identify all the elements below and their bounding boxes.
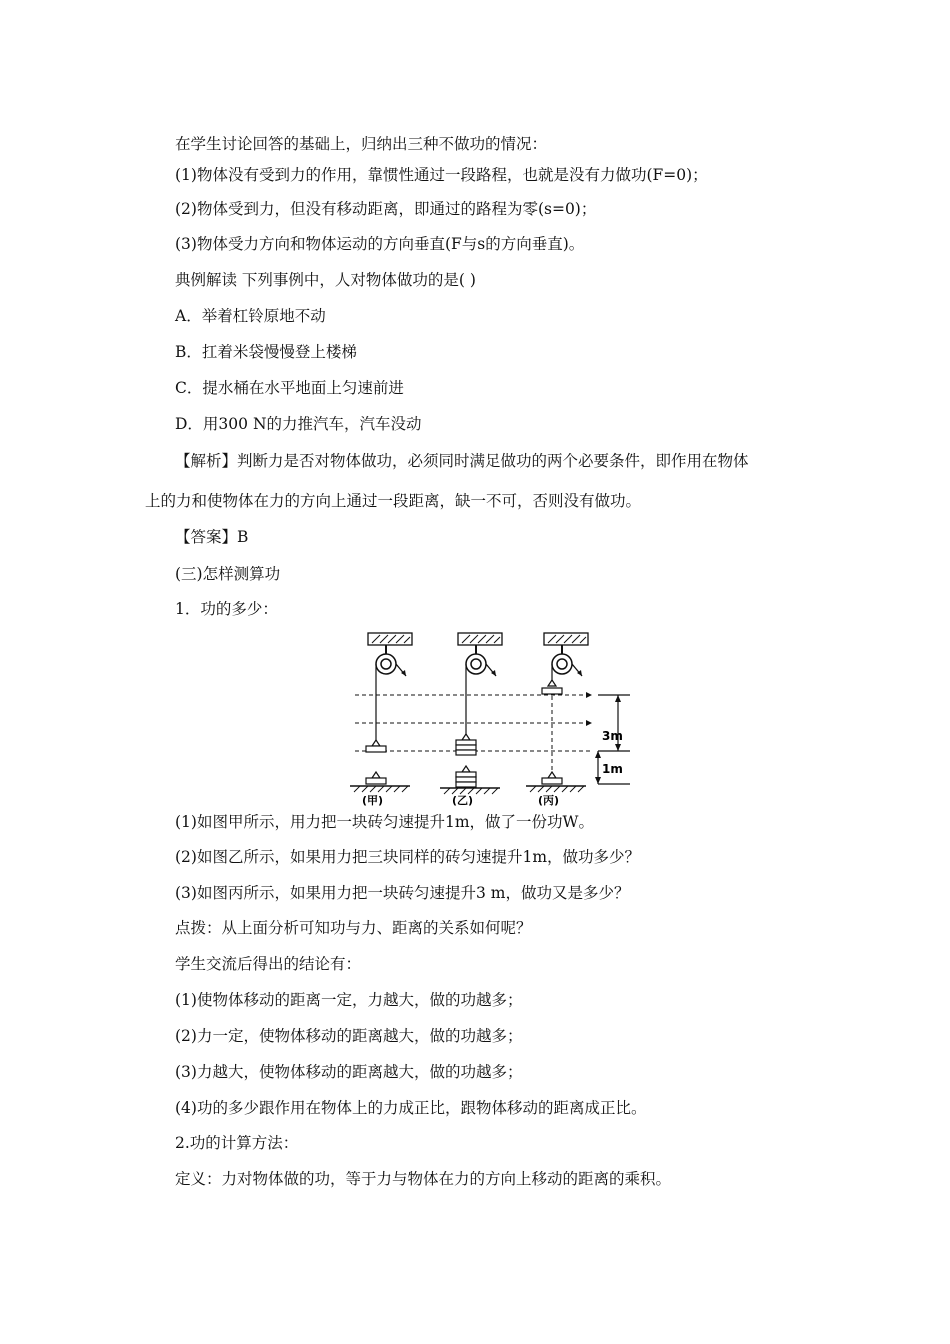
intro-text: 在学生讨论回答的基础上，归纳出三种不做功的情况：	[175, 135, 548, 153]
option-b: B．扛着米袋慢慢登上楼梯	[175, 343, 357, 361]
example-question: 典例解读 下列事例中，人对物体做功的是( )	[175, 271, 476, 289]
label-3m: 3m	[602, 729, 623, 743]
conclusion-2: (2)力一定，使物体移动的距离越大，做的功越多；	[175, 1027, 523, 1045]
conclusion-4: (4)功的多少跟作用在物体上的力成正比，跟物体移动的距离成正比。	[175, 1099, 647, 1117]
section-heading: (三)怎样测算功	[175, 565, 281, 583]
label-yi: (乙)	[452, 794, 474, 807]
conclusion-1: (1)使物体移动的距离一定，力越大，做的功越多；	[175, 991, 523, 1009]
analysis-line-1: 【解析】判断力是否对物体做功，必须同时满足做功的两个必要条件，即作用在物体	[175, 452, 749, 470]
question-2: (2)如图乙所示，如果用力把三块同样的砖匀速提升1m，做功多少？	[175, 848, 641, 866]
analysis-line-2: 上的力和使物体在力的方向上通过一段距离，缺一不可，否则没有做功。	[145, 492, 642, 510]
definition: 定义：力对物体做的功，等于力与物体在力的方向上移动的距离的乘积。	[175, 1170, 672, 1188]
case-3: (3)物体受力方向和物体运动的方向垂直(F与s的方向垂直)。	[175, 235, 585, 253]
label-jia: (甲)	[362, 794, 384, 807]
question-1: (1)如图甲所示，用力把一块砖匀速提升1m，做了一份功W。	[175, 813, 594, 831]
conclusion-3: (3)力越大，使物体移动的距离越大，做的功越多；	[175, 1063, 523, 1081]
bricks	[366, 680, 562, 787]
pulley-wheels	[376, 654, 572, 674]
pulley-figure	[340, 628, 640, 808]
dashed-guides	[355, 695, 590, 778]
load-ropes	[376, 664, 552, 746]
option-d: D．用300 N的力推汽车，汽车没动	[175, 415, 422, 433]
answer: 【答案】B	[175, 528, 249, 546]
point-2-heading: 2.功的计算方法：	[175, 1134, 299, 1152]
dashed-arrowheads	[586, 692, 592, 726]
label-bing: (丙)	[538, 794, 560, 807]
case-2: (2)物体受到力，但没有移动距离，即通过的路程为零(s=0)；	[175, 200, 597, 218]
point-1-heading: 1．功的多少：	[175, 600, 278, 618]
option-a: A．举着杠铃原地不动	[175, 307, 326, 325]
hint: 点拨：从上面分析可知功与力、距离的关系如何呢？	[175, 919, 532, 937]
conclusion-intro: 学生交流后得出的结论有：	[175, 955, 362, 973]
label-1m: 1m	[602, 762, 623, 776]
ceiling-beams	[368, 633, 588, 645]
case-1: (1)物体没有受到力的作用，靠惯性通过一段路程，也就是没有力做功(F=0)；	[175, 166, 708, 184]
question-3: (3)如图丙所示，如果用力把一块砖匀速提升3 m，做功又是多少？	[175, 884, 630, 902]
option-c: C．提水桶在水平地面上匀速前进	[175, 379, 404, 397]
